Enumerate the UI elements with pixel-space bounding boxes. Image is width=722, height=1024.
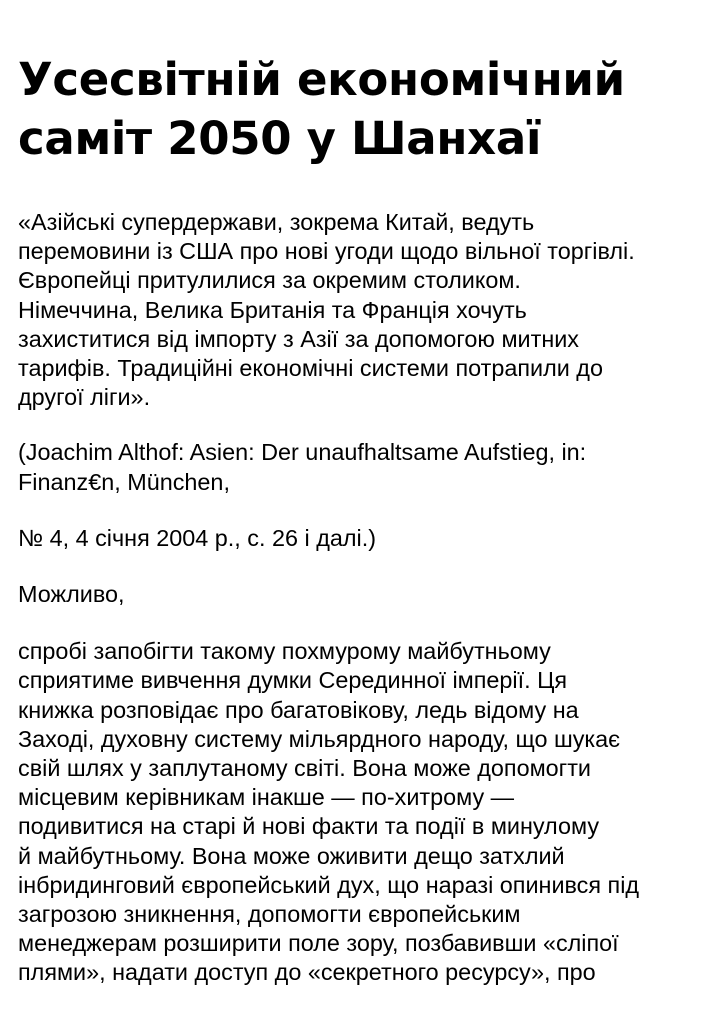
source-line: (Joachim Althof: Asien: Der unaufhaltsame Aufstieg, in: [18,439,587,466]
epigraph-quote [18,208,718,412]
body-line: сприятиме вивчення думки Серединної імперії. Ця [18,667,568,694]
body-line: книжка розповідає про багатовікову, ледь відому на [18,696,579,723]
body-line: місцевим керівникам інакше — по-хитрому — [18,784,515,811]
body-paragraph [18,637,718,987]
page-title [18,50,718,168]
body-line: загрозою зникнення, допомогти європейським [18,901,521,928]
body-line: спробі запобігти такому похмурому майбутньому [18,638,551,665]
source-line: Finanz€n, München, [18,468,230,495]
quote-line: другої ліги». [18,384,151,411]
body-line: подивитися на старі й нові факти та події в минулому [18,813,600,840]
paragraph-opening: Можливо, [18,581,125,608]
quote-line: Німеччина, Велика Британія та Франція хочуть [18,296,527,323]
quote-source [18,438,718,496]
body-line: менеджерам розширити поле зору, позбавивши «сліпої [18,930,619,957]
body-line: й майбутньому. Вона може оживити дещо затхлий [18,842,565,869]
body-line: Заході, духовну систему мільярдного народу, що шукає [18,725,621,752]
quote-line: захиститися від імпорту з Азії за допомогою митних [18,325,579,352]
body-line: плями», надати доступ до «секретного ресурсу», про [18,959,596,986]
quote-line: перемовини із США про нові угоди щодо вільної торгівлі. [18,238,635,265]
document-page [18,50,718,988]
quote-line: тарифів. Традиційні економічні системи потрапили до [18,355,603,382]
source-issue-line: № 4, 4 січня 2004 р., с. 26 і далі.) [18,524,376,551]
title-line: саміт 2050 у Шанхаї [18,112,542,165]
title-line: Усесвітній економічний [18,53,625,106]
quote-line: Європейці притулилися за окремим столиком. [18,267,521,294]
body-line: інбридинговий європейський дух, що наразі опинився під [18,871,640,898]
body-line: свій шлях у заплутаному світі. Вона може допомогти [18,755,591,782]
quote-line: «Азійські супердержави, зокрема Китай, ведуть [18,209,535,235]
